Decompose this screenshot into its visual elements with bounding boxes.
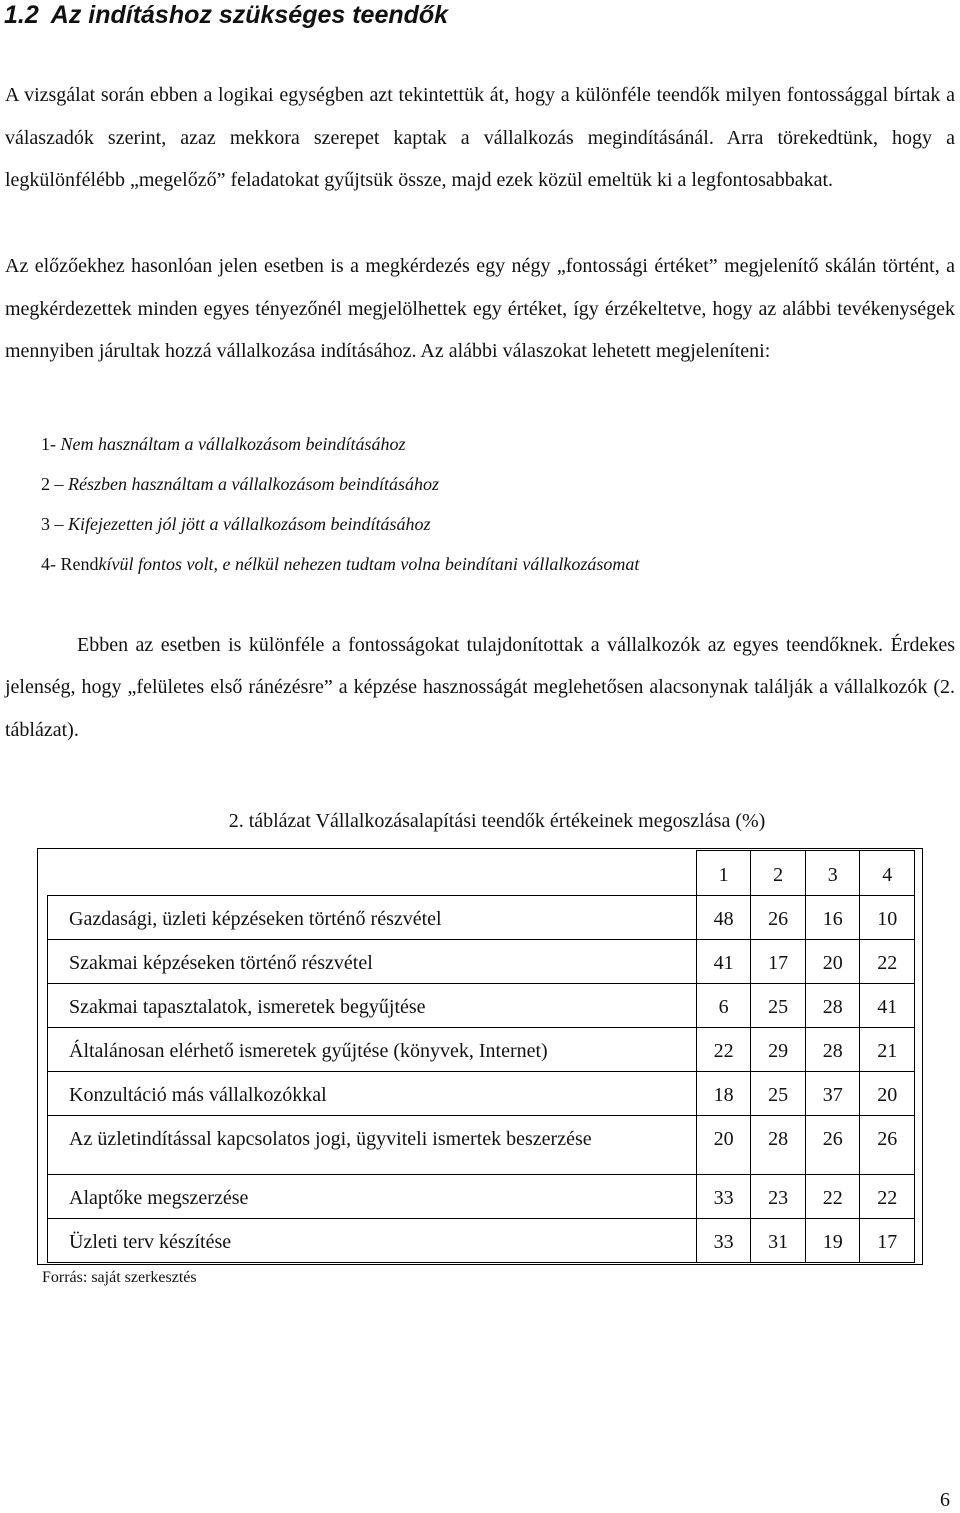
row-value: 41 xyxy=(860,984,915,1028)
section-title: Az indításhoz szükséges teendők xyxy=(50,1,449,29)
row-value: 37 xyxy=(805,1072,860,1116)
row-value: 25 xyxy=(751,984,806,1028)
row-label: Gazdasági, üzleti képzéseken történő részvétel xyxy=(48,896,697,940)
row-label: Konzultáció más vállalkozókkal xyxy=(48,1072,697,1116)
row-value: 48 xyxy=(696,896,751,940)
table-source-note: Forrás: saját szerkesztés xyxy=(42,1269,197,1286)
row-value: 26 xyxy=(805,1116,860,1175)
row-value: 17 xyxy=(860,1219,915,1263)
scale-option-text: Részben használtam a vállalkozásom beindításához xyxy=(68,474,439,494)
data-table xyxy=(47,850,915,1263)
row-value: 29 xyxy=(751,1028,806,1072)
scale-option-text: Nem használtam a vállalkozásom beindításához xyxy=(60,434,406,454)
scale-option-prefix: 4- Rend xyxy=(41,554,99,574)
row-value: 20 xyxy=(696,1116,751,1175)
row-value: 25 xyxy=(751,1072,806,1116)
row-value: 26 xyxy=(751,896,806,940)
row-value: 22 xyxy=(805,1175,860,1219)
table-row xyxy=(48,896,915,940)
table-caption xyxy=(0,804,960,838)
scale-option-prefix: 3 – xyxy=(41,514,68,534)
table-row xyxy=(48,1028,915,1072)
row-value: 16 xyxy=(805,896,860,940)
table-row xyxy=(48,1116,915,1175)
table-header-cell: 1 xyxy=(696,851,751,896)
scale-option-text: kívül fontos volt, e nélkül nehezen tudtam volna beindítani vállalkozásomat xyxy=(98,554,640,574)
row-value: 22 xyxy=(696,1028,751,1072)
row-label: Általánosan elérhető ismeretek gyűjtése (könyvek, Internet) xyxy=(48,1028,697,1072)
row-value: 26 xyxy=(860,1116,915,1175)
page-number: 6 xyxy=(940,1489,950,1511)
row-value: 33 xyxy=(696,1175,751,1219)
row-value: 18 xyxy=(696,1072,751,1116)
table-header-cell: 4 xyxy=(860,851,915,896)
row-value: 23 xyxy=(751,1175,806,1219)
row-value: 28 xyxy=(805,1028,860,1072)
table-row xyxy=(48,1175,915,1219)
row-value: 6 xyxy=(696,984,751,1028)
scale-option-text: Kifejezetten jól jött a vállalkozásom beindításához xyxy=(68,514,431,534)
row-label: Üzleti terv készítése xyxy=(48,1219,697,1263)
scale-option-prefix: 1- xyxy=(41,434,61,454)
paragraph-findings xyxy=(5,624,955,751)
scale-option xyxy=(41,504,639,544)
row-value: 28 xyxy=(751,1116,806,1175)
row-value: 19 xyxy=(805,1219,860,1263)
table-row xyxy=(48,940,915,984)
scale-option-prefix: 2 – xyxy=(41,474,68,494)
row-value: 41 xyxy=(696,940,751,984)
row-value: 20 xyxy=(805,940,860,984)
row-value: 17 xyxy=(751,940,806,984)
table-row xyxy=(48,984,915,1028)
paragraph-findings-text: Ebben az esetben is különféle a fontosságokat tulajdonítottak a vállalkozók az egyes teendőknek. Érdekes jelenség, hogy „felületes első ránézésre” a képzése hasznosságát meglehetősen alacsonynak találják a vállalkozók (2. táblázat). xyxy=(5,634,955,741)
row-label: Az üzletindítással kapcsolatos jogi, ügyviteli ismertek beszerzése xyxy=(48,1116,697,1175)
scale-option xyxy=(41,424,639,464)
table-header-cell: 2 xyxy=(751,851,806,896)
row-value: 33 xyxy=(696,1219,751,1263)
row-value: 20 xyxy=(860,1072,915,1116)
row-value: 22 xyxy=(860,1175,915,1219)
scale-options-list xyxy=(41,424,639,584)
table-header-row xyxy=(48,851,915,896)
scale-option xyxy=(41,464,639,504)
row-value: 10 xyxy=(860,896,915,940)
table-frame xyxy=(37,848,923,1265)
row-label: Szakmai tapasztalatok, ismeretek begyűjtése xyxy=(48,984,697,1028)
section-heading xyxy=(4,0,448,30)
row-value: 31 xyxy=(751,1219,806,1263)
table-row xyxy=(48,1072,915,1116)
section-number: 1.2 xyxy=(4,1,39,29)
table-header-blank xyxy=(48,851,697,896)
row-value: 22 xyxy=(860,940,915,984)
row-label: Alaptőke megszerzése xyxy=(48,1175,697,1219)
row-value: 28 xyxy=(805,984,860,1028)
paragraph-intro: A vizsgálat során ebben a logikai egységben azt tekintettük át, hogy a különféle teendők milyen fontossággal bírtak a válaszadók szerint, azaz mekkora szerepet kaptak a vállalkozás megindításánál. Arra törekedtünk, hogy a legkülönfélébb „megelőző” feladatokat gyűjtsük össze, majd ezek közül emeltük ki a legfontosabbakat. xyxy=(5,84,955,191)
row-label: Szakmai képzéseken történő részvétel xyxy=(48,940,697,984)
table-caption-text: 2. táblázat Vállalkozásalapítási teendők értékeinek megoszlása (%) xyxy=(228,810,766,832)
row-value: 21 xyxy=(860,1028,915,1072)
table-header-cell: 3 xyxy=(805,851,860,896)
scale-option xyxy=(41,544,639,584)
table-row xyxy=(48,1219,915,1263)
paragraph-scale-description: Az előzőekhez hasonlóan jelen esetben is a megkérdezés egy négy „fontossági értéket” megjelenítő skálán történt, a megkérdezettek minden egyes tényezőnél megjelölhettek egy értéket, így érzékeltetve, hogy az alábbi tevékenységek mennyiben járultak hozzá vállalkozása indításához. Az alábbi válaszokat lehetett megjeleníteni: xyxy=(5,255,955,362)
